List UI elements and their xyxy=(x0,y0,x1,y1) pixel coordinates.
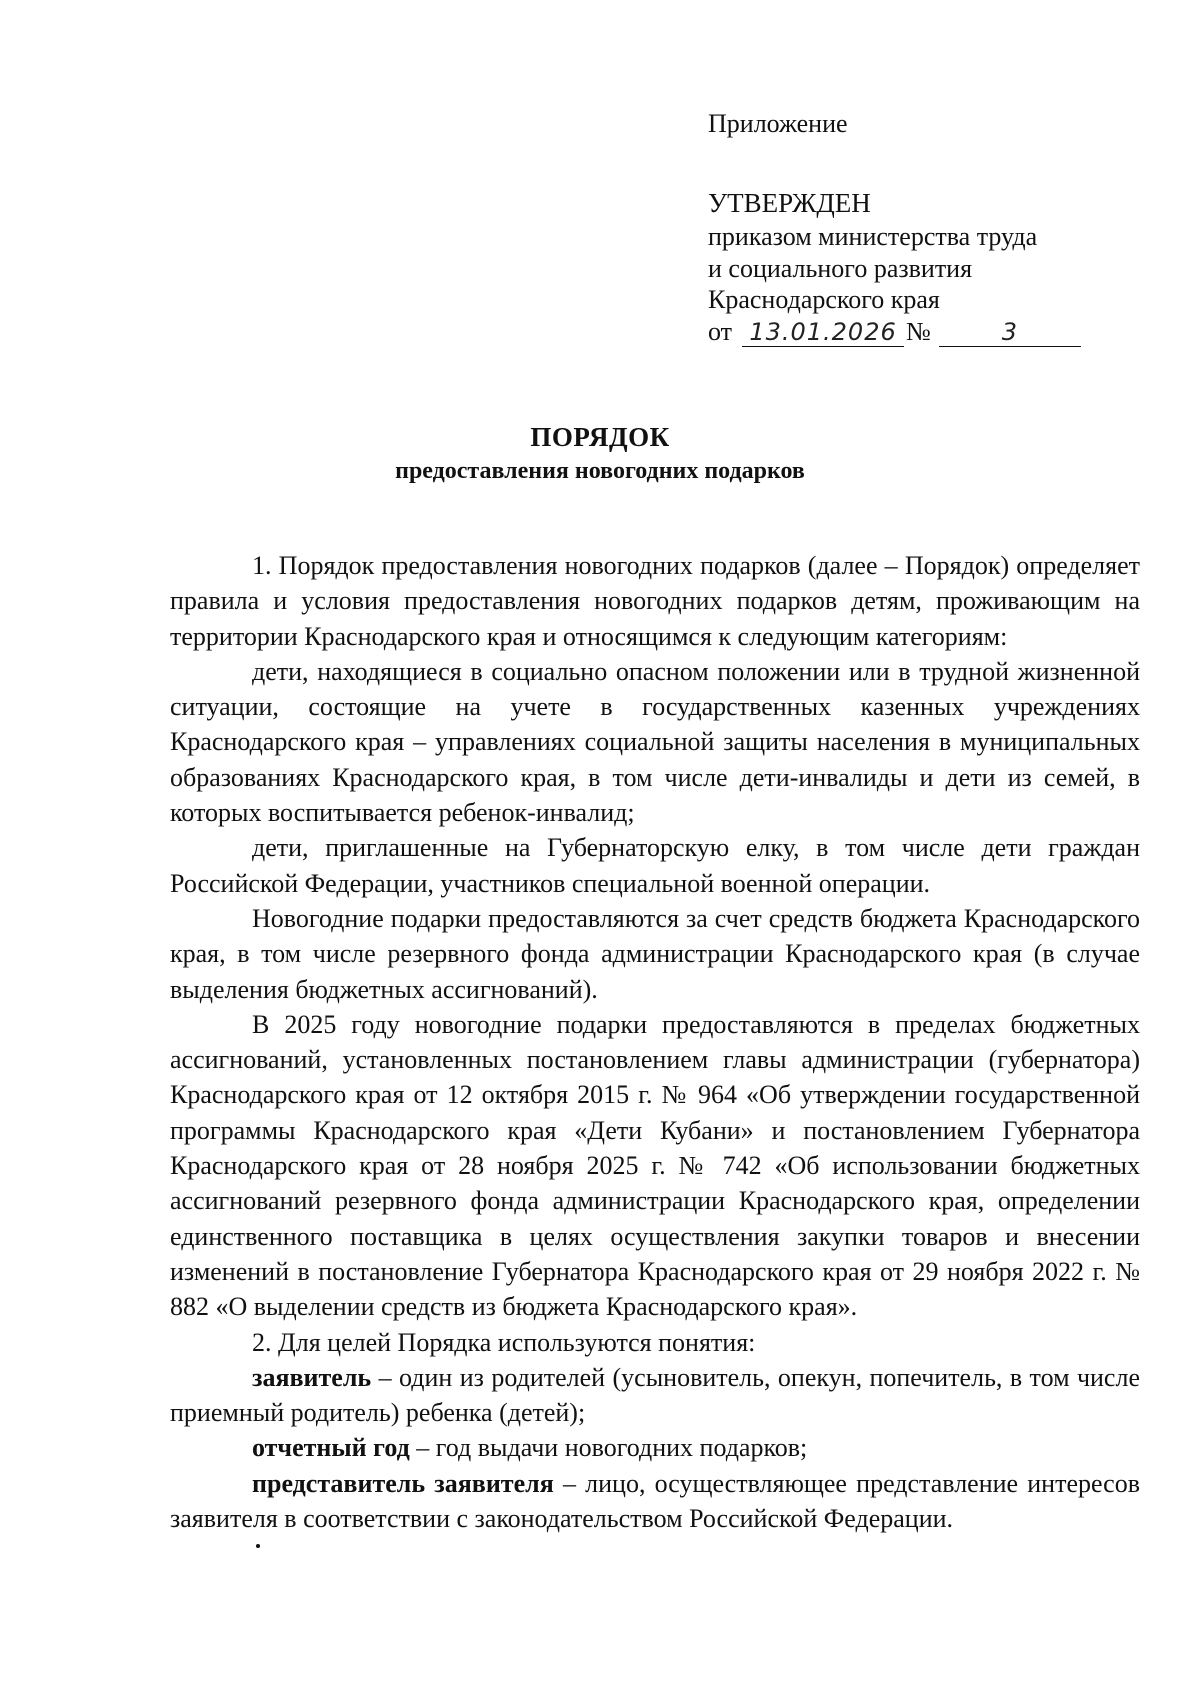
definition-reporting-year xyxy=(170,1430,1140,1465)
definition-representative-text: – лицо, осуществляющее представление интересов заявителя в соответствии с законодательством Российской Федерации. xyxy=(170,1468,1140,1534)
number-label: № xyxy=(906,316,931,346)
approval-line-3: Краснодарского края xyxy=(708,285,940,314)
order-reference xyxy=(708,316,1081,348)
annex-label: Приложение xyxy=(708,109,848,138)
definition-applicant-text: – один из родителей (усыновитель, опекун, попечитель, в том числе приемный родитель) ребенка (детей); xyxy=(170,1362,1140,1428)
stray-dot xyxy=(256,1544,260,1548)
document-body xyxy=(170,548,1140,1536)
definition-reporting-year-text: – год выдачи новогодних подарков; xyxy=(409,1433,808,1463)
paragraph-4: Новогодние подарки предоставляются за счет средств бюджета Краснодарского края, в том числе резервного фонда администрации Краснодарского края (в случае выделения бюджетных ассигнований). xyxy=(170,903,1140,1004)
term-representative: представитель заявителя xyxy=(252,1468,554,1498)
term-reporting-year: отчетный год xyxy=(252,1433,410,1463)
handwritten-date: 13.01.2026 xyxy=(742,320,904,347)
from-label: от xyxy=(708,316,733,346)
definition-representative xyxy=(170,1466,1140,1537)
paragraph-1: 1. Порядок предоставления новогодних подарков (далее – Порядок) определяет правила и условия предоставления новогодних подарков детям, проживающим на территории Краснодарского края и относящимся к следующим категориям: xyxy=(170,551,1140,651)
title-subtitle: предоставления новогодних подарков xyxy=(395,458,805,484)
approval-block xyxy=(708,108,1081,347)
term-applicant: заявитель xyxy=(252,1362,372,1392)
title-main: ПОРЯДОК xyxy=(530,422,670,452)
paragraph-2: дети, находящиеся в социально опасном положении или в трудной жизненной ситуации, состоящие на учете в государственных казенных учреждениях Краснодарского края – управлениях социальной защиты населения в муниципальных образованиях Краснодарского края, в том числе дети-инвалиды и дети из семей, в которых воспитывается ребенок-инвалид; xyxy=(170,656,1140,828)
paragraph-3: дети, приглашенные на Губернаторскую елку, в том числе дети граждан Российской Федерации, участников специальной военной операции. xyxy=(170,833,1140,898)
paragraph-6: 2. Для целей Порядка используются понятия: xyxy=(252,1327,756,1357)
document-title xyxy=(0,420,1200,488)
approved-heading: УТВЕРЖДЕН xyxy=(708,187,871,218)
handwritten-number: 3 xyxy=(939,320,1081,347)
paragraph-5: В 2025 году новогодние подарки предоставляются в пределах бюджетных ассигнований, установленных постановлением главы администрации (губернатора) Краснодарского края от 12 октября 2015 г. № 964 «Об утверждении государственной программы Краснодарского края «Дети Кубани» и постановлением Губернатора Краснодарского края от 28 ноября 2025 г. № 742 «Об использовании бюджетных ассигнований резервного фонда администрации Краснодарского края, определении единственного поставщика в целях осуществления закупки товаров и внесении изменений в постановление Губернатора Краснодарского края от 29 ноября 2022 г. № 882 «О выделении средств из бюджета Краснодарского края». xyxy=(170,1009,1140,1322)
approval-line-1: приказом министерства труда xyxy=(708,222,1038,251)
definition-applicant xyxy=(170,1360,1140,1431)
approval-line-2: и социального развития xyxy=(708,253,973,283)
